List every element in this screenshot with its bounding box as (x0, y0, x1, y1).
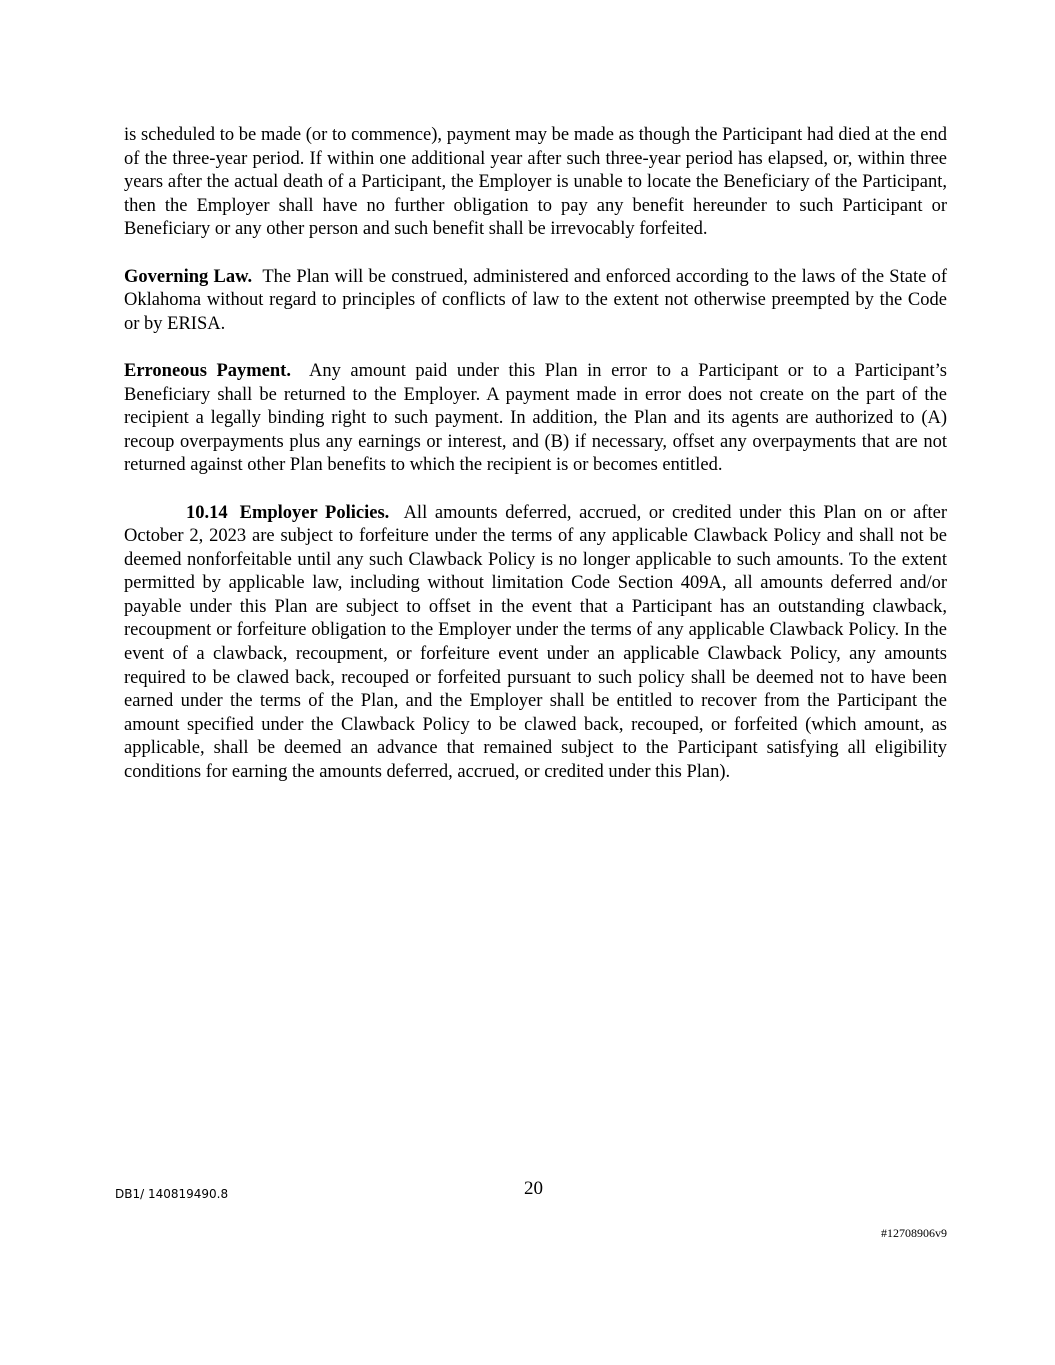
section-10-14-employer-policies (124, 502, 947, 785)
paragraph-text: Any amount paid under this Plan in error to a Participant or to a Participant’s Beneficiary shall be returned to the Employer. A payment made in error does not create on the part of the recipient a legally binding right to such payment. In addition, the Plan and its agents are authorized to (A) recoup overpayments plus any earnings or interest, and (B) if necessary, offset any overpayments that are not returned against other Plan benefits to which the recipient is or becomes entitled. (124, 360, 948, 476)
paragraph-heading: Governing Law. (124, 266, 253, 287)
page-number: 20 (524, 1178, 543, 1199)
section-number: 10.14 (186, 502, 228, 523)
paragraph-heading: Employer Policies. (239, 502, 390, 523)
document-body (124, 124, 947, 808)
document-version: #12708906v9 (881, 1226, 947, 1240)
paragraph-text: All amounts deferred, accrued, or credited under this Plan on or after October 2, 2023 are subject to forfeiture under the terms of any applicable Clawback Policy and shall not be deemed nonforfeitable until any such Clawback Policy is no longer applicable to such amounts. To the extent permitted by applicable law, including without limitation Code Section 409A, all amounts deferred and/or payable under this Plan are subject to offset in the event that a Participant has an outstanding clawback, recoupment or forfeiture obligation to the Employer under the terms of any applicable Clawback Policy. In the event of a clawback, recoupment, or forfeiture event under an applicable Clawback Policy, any amounts required to be clawed back, recouped or forfeited pursuant to such policy shall be deemed not to have been earned under the terms of the Plan, and the Employer shall be entitled to recover from the Participant the amount specified under the Clawback Policy to be clawed back, recouped, or forfeited (which amount, as applicable, shall be deemed an advance that remained subject to the Participant satisfying all eligibility conditions for earning the amounts deferred, accrued, or credited under this Plan). (124, 502, 947, 783)
paragraph-beneficiary-forfeiture (124, 124, 947, 242)
paragraph-heading: Erroneous Payment. (124, 360, 291, 381)
paragraph-text: The Plan will be construed, administered and enforced according to the laws of the State of Oklahoma without regard to principles of conflicts of law to the extent not otherwise preempted by the Code or by ERISA. (124, 266, 947, 334)
paragraph-text: is scheduled to be made (or to commence), payment may be made as though the Participant had died at the end of the three-year period. If within one additional year after such three-year period has elapsed, or, within three years after the actual death of a Participant, the Employer is unable to locate the Beneficiary of the Participant, then the Employer shall have no further obligation to pay any benefit hereunder to such Participant or Beneficiary or any other person and such benefit shall be irrevocably forfeited. (124, 125, 947, 240)
footer-document-id: DB1/ 140819490.8 (115, 1187, 229, 1201)
paragraph-governing-law (124, 266, 947, 337)
paragraph-erroneous-payment (124, 360, 947, 478)
